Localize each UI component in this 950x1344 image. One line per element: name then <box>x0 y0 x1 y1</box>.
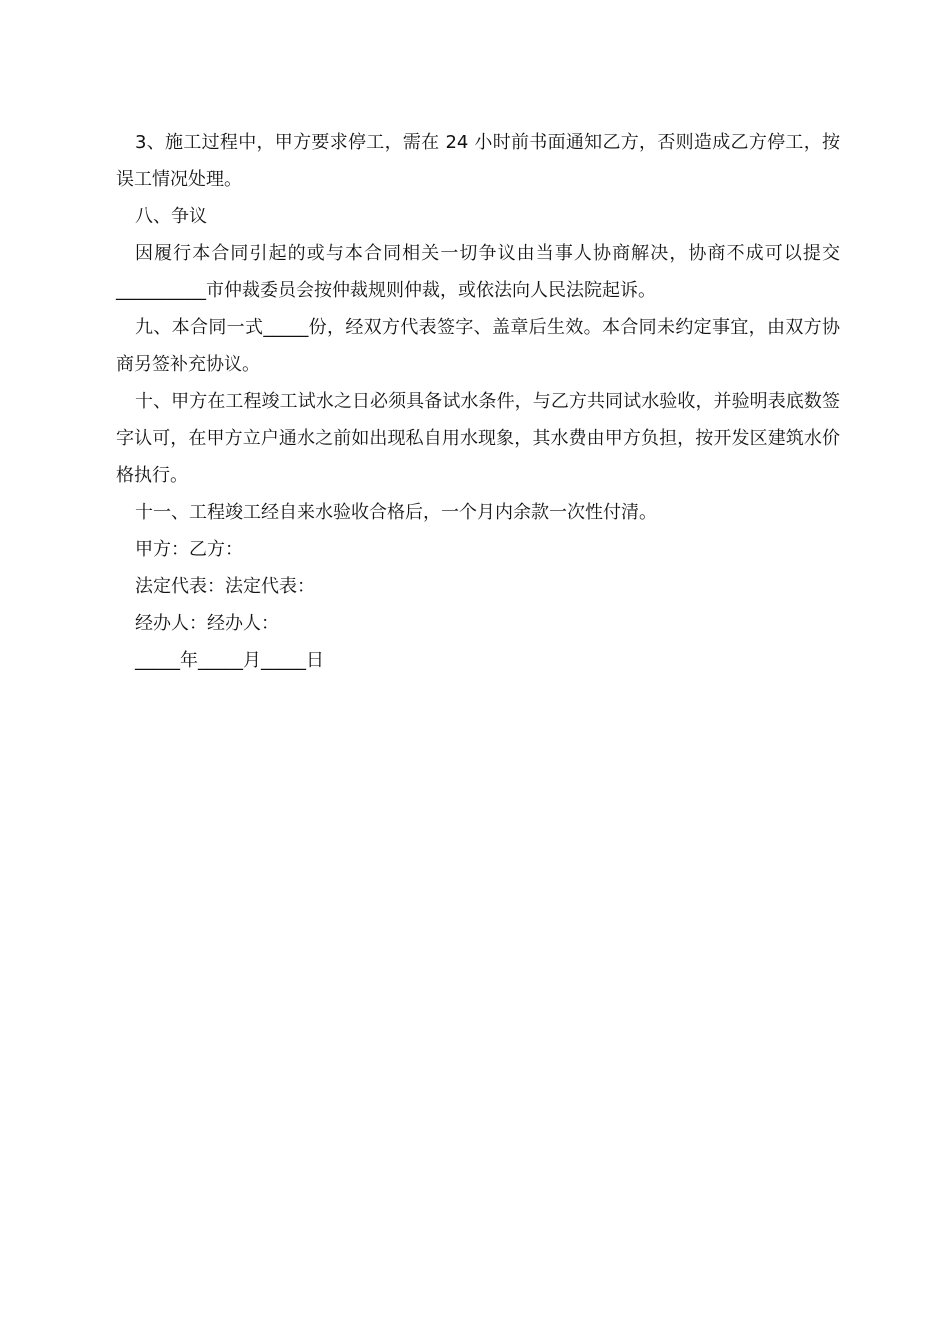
section-9-copies: 九、本合同一式_____份，经双方代表签字、盖章后生效。本合同未约定事宜，由双方协商另签补充协议。 <box>116 317 840 375</box>
date-line: _____年_____月_____日 <box>135 650 324 671</box>
clause-3-stop-work: 3、施工过程中，甲方要求停工，需在 24 小时前书面通知乙方，否则造成乙方停工，按误工情况处理。 <box>116 132 840 190</box>
section-8-heading: 八、争议 <box>135 206 207 227</box>
party-signature-line: 甲方：乙方： <box>135 539 243 560</box>
section-10-water-test: 十、甲方在工程竣工试水之日必须具备试水条件，与乙方共同试水验收，并验明表底数签字认可，在甲方立户通水之前如出现私自用水现象，其水费由甲方负担，按开发区建筑水价格执行。 <box>116 391 840 486</box>
section-11-payment: 十一、工程竣工经自来水验收合格后，一个月内余款一次性付清。 <box>135 502 657 523</box>
dispute-clause: 因履行本合同引起的或与本合同相关一切争议由当事人协商解决，协商不成可以提交__________市仲裁委员会按仲裁规则仲裁，或依法向人民法院起诉。 <box>116 243 840 301</box>
legal-representative-line: 法定代表：法定代表： <box>135 576 315 597</box>
document-body <box>116 124 840 679</box>
handler-line: 经办人：经办人： <box>135 613 279 634</box>
